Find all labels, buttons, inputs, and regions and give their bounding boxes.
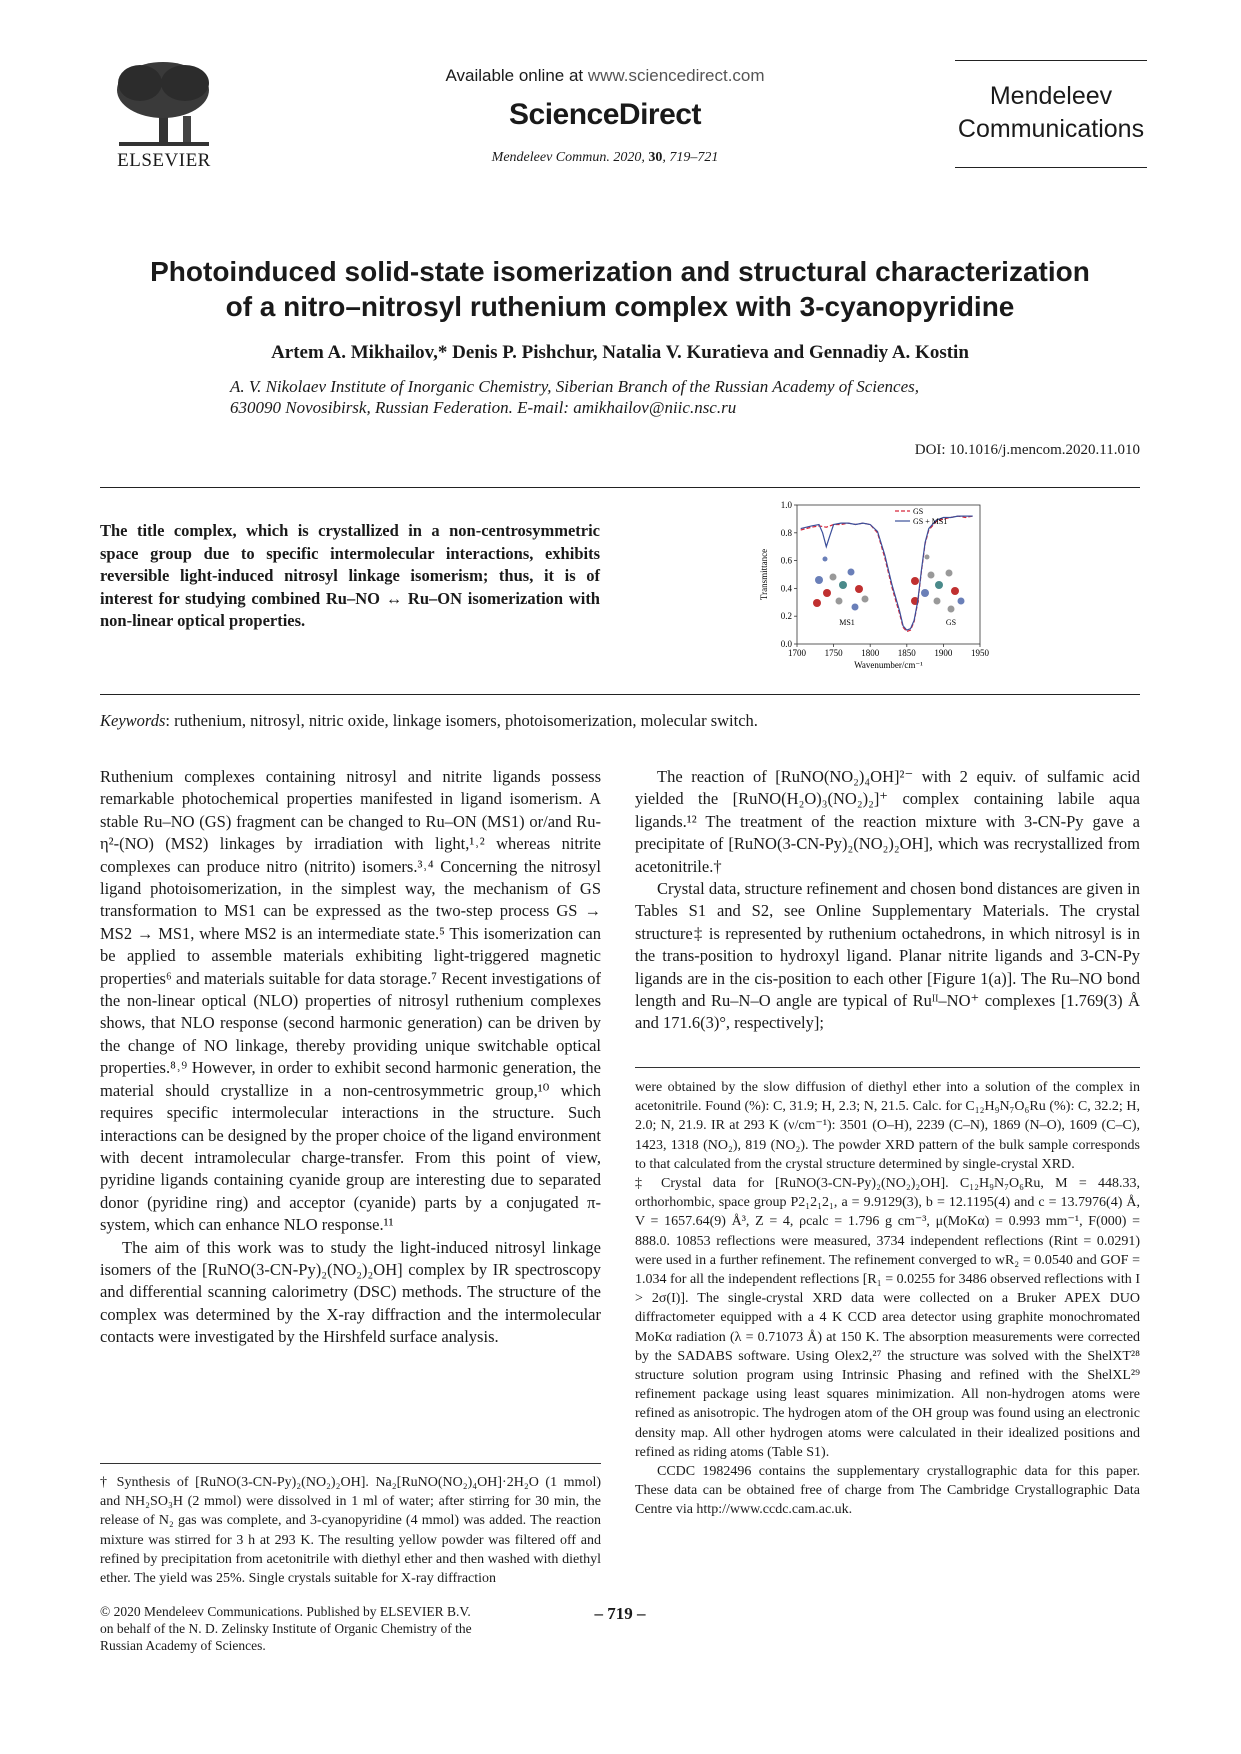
y-tick-label: 0.0 xyxy=(780,639,792,649)
citation-year: 2020, xyxy=(613,150,645,165)
left-column xyxy=(100,766,601,1349)
right-column xyxy=(635,766,1140,1035)
ms1-molecule-illustration xyxy=(813,557,869,611)
legend-label: GS xyxy=(913,507,924,516)
title-line-2: of a nitro–nitrosyl ruthenium complex with 3-cyanopyridine xyxy=(225,291,1015,322)
ir-spectrum-chart xyxy=(755,497,995,687)
available-online-line xyxy=(380,66,830,86)
left-paragraph-1: Ruthenium complexes containing nitrosyl and nitrite ligands possess remarkable photochemical properties manifested in ligand isomerism. A stable Ru–NO (GS) fragment can be changed to Ru–ON (MS1) or/and Ru-η²-(NO) (MS2) linkages by irradiation with light,¹˒² whereas nitrite complexes can produce nitro (nitrito) isomers.³˒⁴ Concerning the nitrosyl ligand photoisomerization, in the simplest way, the mechanism of GS transformation to MS1 can be expressed as the two-step process GS → MS2 → MS1, where MS2 is an intermediate state.⁵ This isomerization can be applied to assemble materials exhibiting light-triggered magnetic properties⁶ and materials suitable for data storage.⁷ Recent investigations of the non-linear optical (NLO) properties of nitrosyl ruthenium complexes shows, that NLO response (second harmonic generation) can be driven by the change of NO linkage, thereby providing unique switchable optical properties.⁸˒⁹ However, in order to exhibit second harmonic generation, the material should crystallize in a non-centrosymmetric group,¹⁰ which requires specific intermolecular interactions in the structure. Such interactions can be designed by the proper choice of the ligand environment with decent intramolecular charge-transfer. From this point of view, pyridine ligands containing cyanide group are interesting due to separated donor (pyridine ring) and acceptor (cyanide) parts by a conjugated π-system, which can enhance NLO response.¹¹ xyxy=(100,767,601,1235)
x-tick-label: 1700 xyxy=(788,648,806,658)
x-tick-label: 1900 xyxy=(934,648,953,658)
gs-molecule-illustration xyxy=(911,555,965,613)
y-tick-label: 0.6 xyxy=(780,555,792,566)
y-tick-label: 0.2 xyxy=(780,611,792,622)
right-footnote-rule xyxy=(635,1067,1140,1068)
affiliation-line-1: A. V. Nikolaev Institute of Inorganic Chemistry, Siberian Branch of the Russian Academy of Sciences, xyxy=(230,377,920,396)
left-paragraph-2: The aim of this work was to study the light-induced nitrosyl linkage isomers of the [RuNO(3-CN-Py)₂(NO₂)₂OH] complex by IR spectroscopy and differential scanning calorimetry (DSC) methods. The structure of the complex was determined by the X-ray diffraction and the intermolecular contacts were investigated by the Hirshfeld surface analysis. xyxy=(100,1237,601,1347)
affiliation-line-2: 630090 Novosibirsk, Russian Federation. E-mail: amikhailov@niic.nsc.ru xyxy=(230,398,737,417)
citation-volume: 30 xyxy=(648,150,663,165)
legend-label: GS + MS1 xyxy=(913,517,948,526)
copyright-line-2: on behalf of the N. D. Zelinsky Institute of Organic Chemistry of the xyxy=(100,1621,472,1636)
doi[interactable]: DOI: 10.1016/j.mencom.2020.11.010 xyxy=(914,442,1140,458)
copyright-line-3: Russian Academy of Sciences. xyxy=(100,1638,266,1653)
annotation-gs: GS xyxy=(945,618,957,627)
copyright-notice xyxy=(100,1603,550,1654)
journal-top-rule xyxy=(955,60,1147,61)
crystal-data-footnote xyxy=(635,1078,1140,1520)
citation-pages: , 719–721 xyxy=(662,150,719,165)
publisher-name: ELSEVIER xyxy=(117,150,211,171)
right-paragraph-1: The reaction of [RuNO(NO₂)₄OH]²⁻ with 2 equiv. of sulfamic acid yielded the [RuNO(H₂O)₃(NO₂)₂]⁺ complex containing labile aqua ligands.¹² The treatment of the reaction mixture with 3-CN-Py gave a precipitate of [RuNO(3-CN-Py)₂(NO₂)₂OH], which was recrystallized from acetonitrile.† xyxy=(635,767,1140,876)
x-tick-label: 1850 xyxy=(897,648,916,658)
y-tick-label: 0.8 xyxy=(780,527,792,538)
journal-bottom-rule xyxy=(955,167,1147,168)
title-line-1: Photoinduced solid-state isomerization and structural characterization xyxy=(150,256,1090,287)
y-tick-label: 0.4 xyxy=(780,583,792,594)
journal-name xyxy=(945,80,1157,146)
x-tick-label: 1800 xyxy=(861,648,880,658)
y-tick-label: 1.0 xyxy=(780,500,792,510)
keywords-list: : ruthenium, nitrosyl, nitric oxide, linkage isomers, photoisomerization, molecular switch. xyxy=(165,711,758,730)
abstract-top-rule xyxy=(100,487,1140,488)
annotation-ms1: MS1 xyxy=(839,618,855,627)
x-tick-label: 1750 xyxy=(824,648,843,658)
keywords-label: Keywords xyxy=(100,711,166,730)
keywords xyxy=(100,711,1140,731)
sciencedirect-url[interactable]: www.sciencedirect.com xyxy=(587,66,765,85)
synthesis-footnote-text: † Synthesis of [RuNO(3-CN-Py)₂(NO₂)₂OH]. Na₂[RuNO(NO₂)₄OH]·2H₂O (1 mmol) and NH₂SO₃H (2 mmol) were dissolved in 1 ml of water; after stirring for 30 min, the release of N₂ gas was complete, and 3-cyanopyridine (4 mmol) was added. The reaction mixture was stirred for 3 h at 293 K. The resulting yellow powder was filtered off and refined by precipitation from acetonitrile with diethyl ether and then washed with diethyl ether. The yield was 25%. Single crystals suitable for X-ray diffraction xyxy=(100,1475,601,1587)
abstract-text: The title complex, which is crystallized in a non-centrosymmetric space group due to specific intermolecular interactions, exhibits reversible light-induced nitrosyl linkage isomerism; thus, it is of interest for studying combined Ru–NO ↔ Ru–ON isomerization with non-linear optical properties. xyxy=(100,521,600,630)
journal-citation xyxy=(380,150,830,166)
crystal-data-text: ‡ Crystal data for [RuNO(3-CN-Py)₂(NO₂)₂OH]. C₁₂H₉N₇O₆Ru, M = 448.33, orthorhombic, space group P2₁2₁2₁, a = 9.9129(3), b = 12.1195(4) and c = 13.7976(4) Å, V = 1657.64(9) Å³, Z = 4, ρcalc = 1.796 g cm⁻³, μ(MoKα) = 0.993 mm⁻¹, F(000) = 888.0. 10853 reflections were measured, 3734 independent reflections (Rint = 0.0291) were used in a further refinement. The refinement converged to wR₂ = 0.0540 and GOF = 1.034 for all the independent reflections [R₁ = 0.0255 for 3486 observed reflections with I > 2σ(I)]. The single-crystal XRD data were collected on a Bruker APEX DUO diffractometer equipped with a 4 K CCD area detector using graphite monochromated MoKα radiation (λ = 0.71073 Å) at 150 K. The absorption measurements were corrected by the SADABS software. Using Olex2,²⁷ the structure was solved with the ShelXT²⁸ structure solution program using Intrinsic Phasing and refined with the ShelXL²⁹ refinement package using least squares minimization. All non-hydrogen atoms were refined as anisotropic. The hydrogen atom of the OH group was found using an electronic density map. All other hydrogen atoms were calculated in their idealized positions and refined as riding atoms (Table S1). xyxy=(635,1176,1140,1460)
copyright-line-1: © 2020 Mendeleev Communications. Published by ELSEVIER B.V. xyxy=(100,1604,471,1619)
journal-name-line1: Mendeleev xyxy=(989,82,1113,110)
page-number: – 719 – xyxy=(594,1604,646,1623)
affiliation xyxy=(230,376,1030,418)
chart-svg xyxy=(755,497,995,687)
available-online-label: Available online at xyxy=(445,66,584,85)
x-axis-label: Wavenumber/cm⁻¹ xyxy=(854,660,923,670)
ccdc-note: CCDC 1982496 contains the supplementary crystallographic data for this paper. These data can be obtained free of charge from The Cambridge Crystallographic Data Centre via http://www.ccdc.cam.ac.uk. xyxy=(635,1464,1140,1518)
x-tick-label: 1950 xyxy=(971,648,989,658)
abstract-bottom-rule xyxy=(100,694,1140,695)
synthesis-footnote xyxy=(100,1473,601,1588)
y-axis-label: Transmittance xyxy=(759,548,769,601)
left-footnote-rule xyxy=(100,1463,601,1464)
article-title xyxy=(110,254,1130,324)
right-paragraph-2: Crystal data, structure refinement and chosen bond distances are given in Tables S1 and S2, see Online Supplementary Materials. The crystal structure‡ is represented by ruthenium octahedrons, in which nitrosyl is in the trans-position to hydroxyl ligand. Planar nitrite ligands and 3-CN-Py ligands are in the cis-position to each other [Figure 1(a)]. The Ru–NO bond length and Ru–N–O angle are typical of Ruᴵᴵ–NO⁺ complexes [1.769(3) Å and 171.6(3)°, respectively]; xyxy=(635,879,1140,1033)
citation-journal: Mendeleev Commun. xyxy=(491,150,610,165)
authors: Artem A. Mikhailov,* Denis P. Pishchur, Natalia V. Kuratieva and Gennadiy A. Kostin xyxy=(271,342,969,363)
molecule-illustrations xyxy=(813,555,965,613)
journal-name-line2: Communications xyxy=(957,115,1145,143)
sciencedirect-logo: ScienceDirect xyxy=(509,98,701,131)
synthesis-footnote-continued: were obtained by the slow diffusion of diethyl ether into a solution of the complex in acetonitrile. Found (%): C, 31.9; H, 2.3; N, 21.5. Calc. for C₁₂H₉N₇O₆Ru (%): C, 32.2; H, 2.0; N, 21.9. IR at 293 K (ν/cm⁻¹): 3501 (O–H), 2239 (C–N), 1869 (N–O), 1609 (C–C), 1423, 1318 (NO₂), 819 (NO₂). The powder XRD pattern of the bulk sample corresponds to that calculated from the crystal structure determined by single-crystal XRD. xyxy=(635,1080,1140,1172)
